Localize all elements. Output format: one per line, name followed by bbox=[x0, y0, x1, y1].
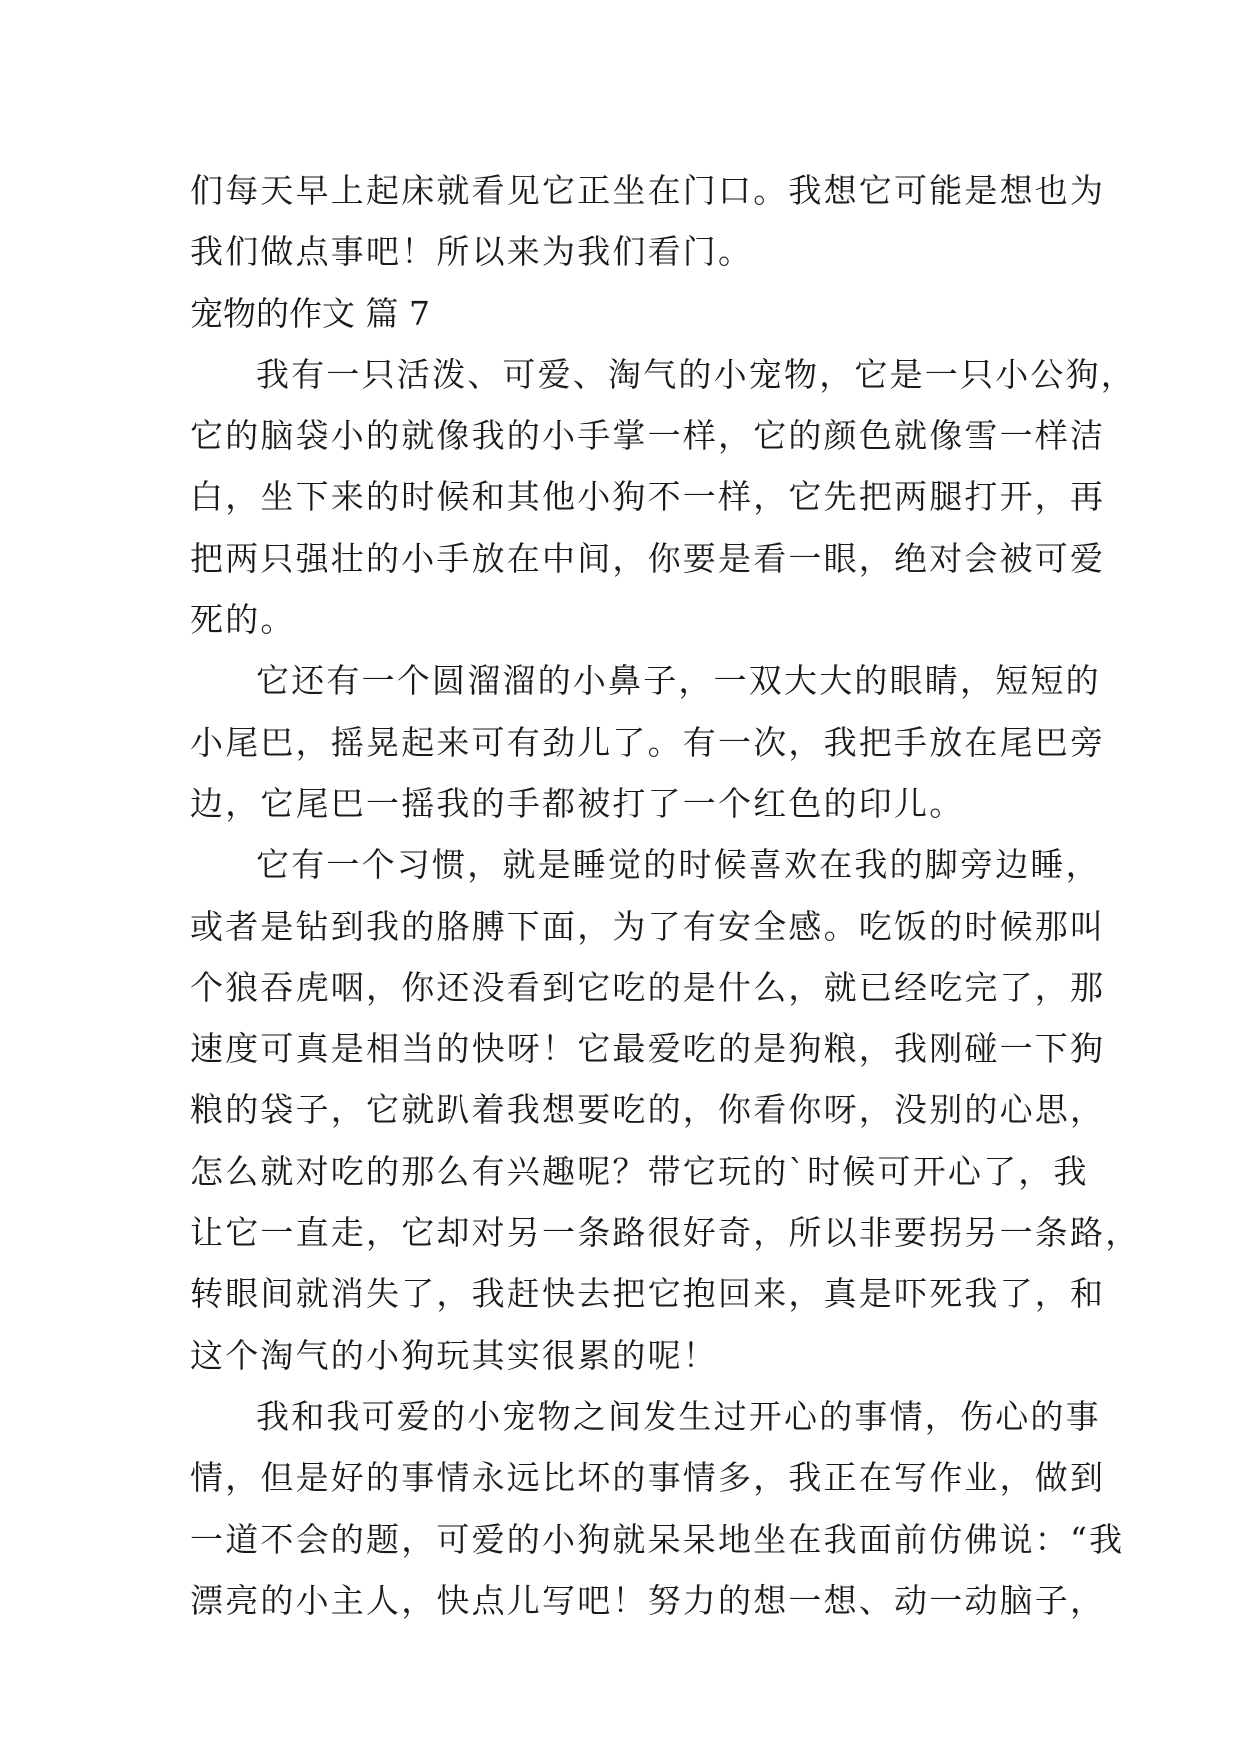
text-line: 怎么就对吃的那么有兴趣呢？带它玩的`时候可开心了，我 bbox=[190, 1151, 1089, 1191]
text-line: 边，它尾巴一摇我的手都被打了一个红色的印儿。 bbox=[190, 783, 965, 823]
essay-text bbox=[190, 160, 1141, 1631]
text-line: 小尾巴，摇晃起来可有劲儿了。有一次，我把手放在尾巴旁 bbox=[190, 722, 1106, 762]
text-line: 或者是钻到我的胳膊下面，为了有安全感。吃饭的时候那叫 bbox=[190, 906, 1106, 946]
text-line: 死的。 bbox=[190, 600, 296, 640]
text-line: 漂亮的小主人，快点儿写吧！努力的想一想、动一动脑子， bbox=[190, 1580, 1106, 1620]
paragraph-first-line: 我和我可爱的小宠物之间发生过开心的事情，伤心的事 bbox=[256, 1396, 1101, 1436]
section-heading: 宠物的作文 篇 7 bbox=[190, 293, 430, 333]
text-line: 让它一直走，它却对另一条路很好奇，所以非要拐另一条路， bbox=[190, 1213, 1141, 1253]
text-line: 白，坐下来的时候和其他小狗不一样，它先把两腿打开，再 bbox=[190, 477, 1106, 517]
text-line: 转眼间就消失了，我赶快去把它抱回来，真是吓死我了，和 bbox=[190, 1274, 1106, 1314]
text-line: 这个淘气的小狗玩其实很累的呢！ bbox=[190, 1335, 718, 1375]
text-line: 们每天早上起床就看见它正坐在门口。我想它可能是想也为 bbox=[190, 171, 1106, 210]
paragraph-first-line: 我有一只活泼、可爱、淘气的小宠物，它是一只小公狗， bbox=[256, 354, 1136, 394]
text-line: 情，但是好的事情永远比坏的事情多，我正在写作业，做到 bbox=[190, 1458, 1106, 1498]
text-line: 我们做点事吧！所以来为我们看门。 bbox=[190, 232, 754, 272]
paragraph-first-line: 它还有一个圆溜溜的小鼻子，一双大大的眼睛，短短的 bbox=[256, 661, 1101, 701]
text-line: 速度可真是相当的快呀！它最爱吃的是狗粮，我刚碰一下狗 bbox=[190, 1029, 1106, 1069]
text-line: 个狼吞虎咽，你还没看到它吃的是什么，就已经吃完了，那 bbox=[190, 967, 1106, 1007]
text-line: 一道不会的题，可爱的小狗就呆呆地坐在我面前仿佛说：“我 bbox=[190, 1519, 1125, 1559]
text-line: 把两只强壮的小手放在中间，你要是看一眼，绝对会被可爱 bbox=[190, 538, 1106, 578]
text-line: 粮的袋子，它就趴着我想要吃的，你看你呀，没别的心思， bbox=[190, 1090, 1106, 1130]
text-line: 它的脑袋小的就像我的小手掌一样，它的颜色就像雪一样洁 bbox=[190, 416, 1106, 456]
paragraph-first-line: 它有一个习惯，就是睡觉的时候喜欢在我的脚旁边睡， bbox=[256, 845, 1101, 885]
